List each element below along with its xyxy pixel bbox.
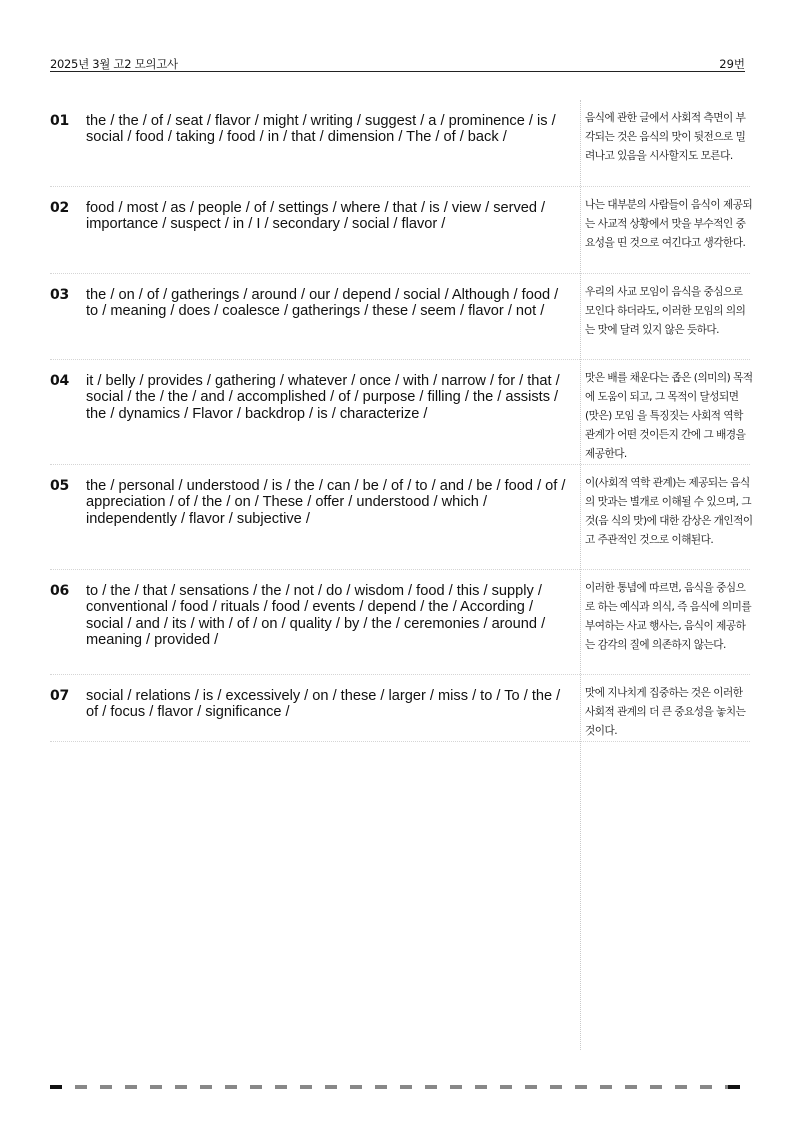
footer-rule-cap — [728, 1085, 740, 1089]
page-header — [50, 55, 745, 72]
english-word-list: the / personal / understood / is / the / can / be / of / to / and / be / food / of / appreciation / of / the / on / These / offer / understood / which / independently / flavor / subjective / — [86, 478, 566, 527]
row-number: 05 — [50, 478, 70, 494]
english-word-list: to / the / that / sensations / the / not / do / wisdom / food / this / supply / conventional / food / rituals / food / events / depend / the / According / social / and / its / with / of / on / quality / by / the / ceremonies / around / meaning / provided / — [86, 583, 546, 648]
question-number: 29번 — [719, 57, 745, 71]
exercise-row — [50, 675, 750, 742]
footer-dashed-rule — [50, 1085, 740, 1089]
korean-translation: 이러한 통념에 따르면, 음식을 중심으로 하는 예식과 의식, 즉 음식에 의미를 부여하는 사교 행사는, 음식이 제공하는 감각의 질에 의존하지 않는다. — [585, 582, 752, 651]
row-number: 04 — [50, 373, 70, 389]
english-word-list: it / belly / provides / gathering / whatever / once / with / narrow / for / that / social / the / the / and / accomplished / of / purpose / filling / the / assists / the / dynamics / Flavor / backdrop / is / characterize / — [86, 373, 560, 422]
exercise-row — [50, 274, 750, 360]
english-word-list: the / the / of / seat / flavor / might / writing / suggest / a / prominence / is / social / food / taking / food / in / that / dimension / The / of / back / — [86, 113, 556, 146]
korean-translation: 우리의 사교 모임이 음식을 중심으로 모인다 하더라도, 이러한 모임의 의의는 맛에 달려 있지 않은 듯하다. — [585, 286, 746, 336]
korean-translation: 음식에 관한 글에서 사회적 측면이 부각되는 것은 음식의 맛이 뒷전으로 밀려나고 있음을 시사할지도 모른다. — [585, 112, 746, 162]
exercise-list — [50, 100, 753, 742]
exercise-row — [50, 100, 750, 187]
exercise-row — [50, 465, 753, 570]
row-number: 03 — [50, 287, 70, 303]
row-number: 07 — [50, 688, 70, 704]
korean-translation: 이(사회적 역학 관계)는 제공되는 음식의 맛과는 별개로 이해될 수 있으며, 그것(음 식의 맛)에 대한 감상은 개인적이고 주관적인 것으로 이해된다. — [585, 477, 753, 546]
exercise-row — [50, 360, 753, 465]
korean-translation: 맛은 배를 채운다는 좁은 (의미의) 목적에 도움이 되고, 그 목적이 달성되면 (맛은) 모임 을 특징짓는 사회적 역학 관계가 어떤 것이든지 간에 그 배경을 제공한다. — [585, 372, 753, 460]
english-word-list: social / relations / is / excessively / on / these / larger / miss / to / To / the / of / focus / flavor / significance / — [86, 688, 561, 721]
footer-rule-cap — [50, 1085, 62, 1089]
english-word-list: food / most / as / people / of / settings / where / that / is / view / served / importance / suspect / in / I / secondary / social / flavor / — [86, 200, 546, 233]
korean-translation: 나는 대부분의 사람들이 음식이 제공되는 사교적 상황에서 맛을 부수적인 중요성을 띤 것으로 여긴다고 생각한다. — [585, 199, 753, 249]
row-number: 02 — [50, 200, 70, 216]
exercise-row — [50, 187, 753, 274]
exam-title: 2025년 3월 고2 모의고사 — [50, 57, 178, 71]
korean-translation: 맛에 지나치게 집중하는 것은 이러한 사회적 관계의 더 큰 중요성을 놓치는 것이다. — [585, 687, 746, 737]
row-number: 06 — [50, 583, 70, 599]
exercise-row — [50, 570, 750, 675]
row-number: 01 — [50, 113, 70, 129]
english-word-list: the / on / of / gatherings / around / our / depend / social / Although / food / to / meaning / does / coalesce / gatherings / these / seem / flavor / not / — [86, 287, 559, 320]
